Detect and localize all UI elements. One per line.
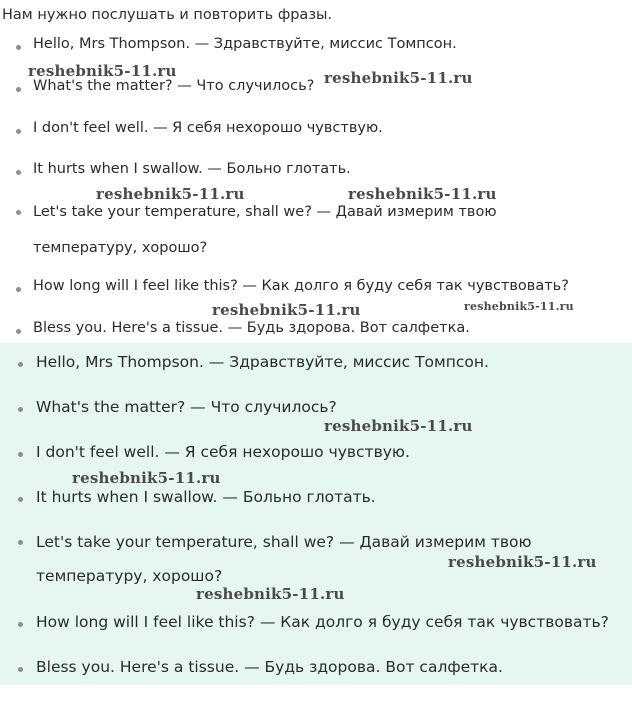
intro-text: Нам нужно послушать и повторить фразы. (2, 7, 333, 23)
watermark: reshebnik5-11.ru (348, 185, 497, 203)
bullet-icon (16, 87, 21, 92)
watermark: reshebnik5-11.ru (324, 69, 473, 87)
list-item: How long will I feel like this? — Как долго я буду себя так чувствовать? (33, 278, 569, 294)
list-item: Hello, Mrs Thompson. — Здравствуйте, миссис Томпсон. (36, 353, 489, 371)
list-item: Bless you. Here's a tissue. — Будь здорова. Вот салфетка. (33, 320, 470, 336)
bullet-icon (18, 407, 23, 412)
bullet-icon (16, 287, 21, 292)
bullet-icon (16, 129, 21, 134)
watermark: reshebnik5-11.ru (96, 185, 245, 203)
watermark: reshebnik5-11.ru (212, 301, 361, 319)
list-item: What's the matter? — Что случилось? (33, 78, 314, 94)
bullet-icon (16, 210, 21, 215)
watermark: reshebnik5-11.ru (72, 469, 221, 487)
watermark: reshebnik5-11.ru (324, 417, 473, 435)
bullet-icon (18, 622, 23, 627)
list-item: Let's take your temperature, shall we? — Давай измерим твою температуру, хорошо? (36, 525, 556, 593)
answer-box (0, 343, 632, 685)
list-item: Bless you. Here's a tissue. — Будь здорова. Вот салфетка. (36, 658, 503, 676)
bullet-icon (16, 45, 21, 50)
list-item: It hurts when I swallow. — Больно глотать. (33, 161, 351, 177)
bullet-icon (18, 497, 23, 502)
bullet-icon (18, 540, 23, 545)
list-item: It hurts when I swallow. — Больно глотать. (36, 488, 376, 506)
list-item: How long will I feel like this? — Как долго я буду себя так чувствовать? (36, 613, 609, 631)
watermark: reshebnik5-11.ru (196, 585, 345, 603)
list-item: I don't feel well. — Я себя нехорошо чувствую. (33, 120, 383, 136)
list-item: I don't feel well. — Я себя нехорошо чувствую. (36, 443, 410, 461)
watermark: reshebnik5-11.ru (28, 62, 177, 80)
bullet-icon (18, 452, 23, 457)
list-item: Let's take your temperature, shall we? — Давай измерим твою температуру, хорошо? (33, 194, 593, 266)
list-item: What's the matter? — Что случилось? (36, 398, 337, 416)
list-item: Hello, Mrs Thompson. — Здравствуйте, миссис Томпсон. (33, 36, 457, 52)
bullet-icon (18, 667, 23, 672)
watermark: reshebnik5-11.ru (464, 300, 574, 313)
bullet-icon (16, 329, 21, 334)
bullet-icon (16, 170, 21, 175)
bullet-icon (18, 362, 23, 367)
watermark: reshebnik5-11.ru (448, 553, 597, 571)
